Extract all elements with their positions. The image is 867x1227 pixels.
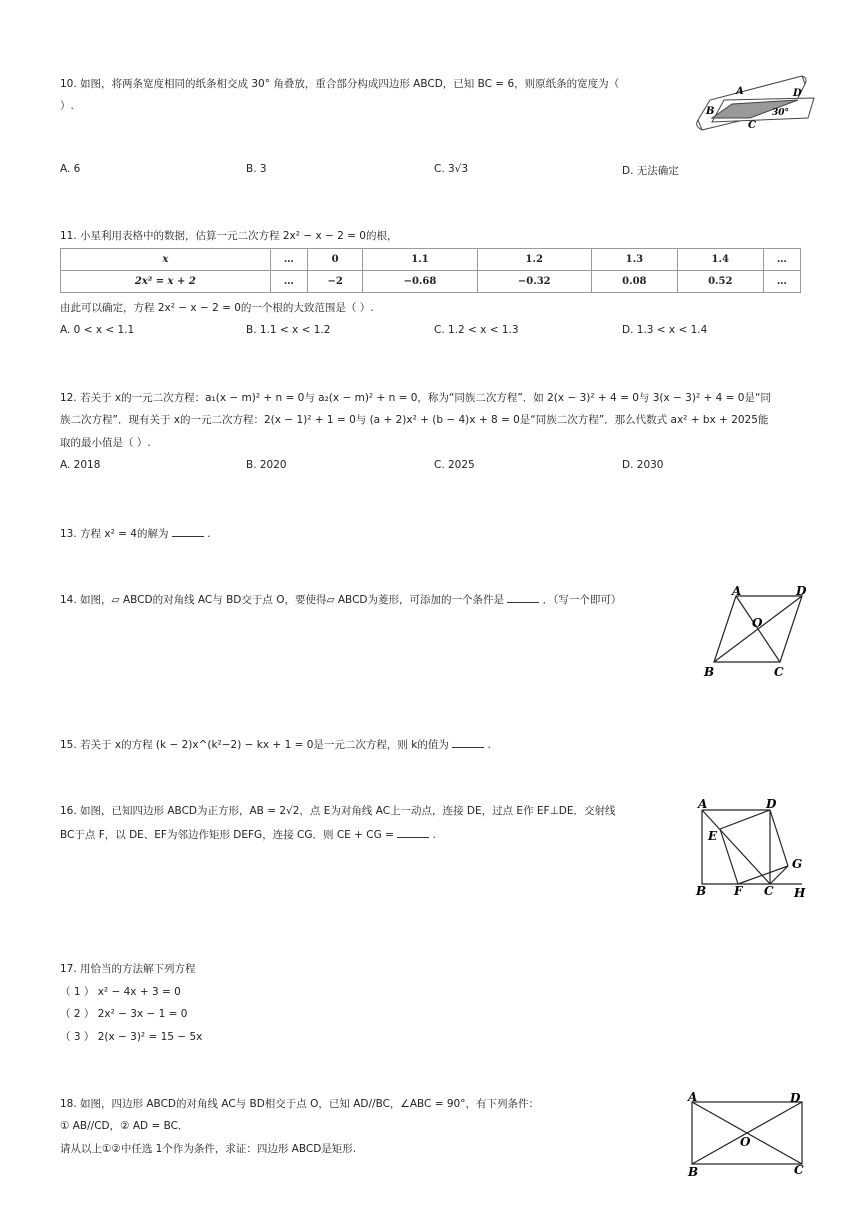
q10-label-a: A bbox=[736, 86, 744, 97]
q18-line-3: 请从以上①②中任选 1个作为条件，求证：四边形 ABCD是矩形. bbox=[60, 1143, 357, 1155]
table-row: x … 0 1.1 1.2 1.3 1.4 … bbox=[61, 249, 801, 271]
q10-stem: 10. 如图，将两条宽度相同的纸条相交成 30° 角叠放，重合部分构成四边形 ABCD，已知 BC = 6，则原纸条的宽度为（ bbox=[60, 78, 620, 90]
q18-figure bbox=[684, 1090, 812, 1180]
q17-item-2: （ 2 ） 2x² − 3x − 1 = 0 bbox=[60, 1008, 188, 1020]
q14-label-o: O bbox=[752, 616, 763, 630]
q10-label-c: C bbox=[748, 120, 756, 131]
q12-option-a[interactable]: A. 2018 bbox=[60, 459, 101, 471]
q16-label-b: B bbox=[696, 884, 707, 898]
answer-blank[interactable] bbox=[507, 592, 539, 603]
q16-label-e: E bbox=[708, 829, 718, 843]
q11-option-a[interactable]: A. 0 < x < 1.1 bbox=[60, 324, 135, 336]
q11-stem: 11. 小星利用表格中的数据，估算一元二次方程 2x² − x − 2 = 0的根， bbox=[60, 230, 398, 242]
q18-label-d: D bbox=[790, 1091, 801, 1105]
q12-line-1: 12. 若关于 x的一元二次方程：a₁(x − m)² + n = 0与 a₂(x − m)² + n = 0，称为“同族二次方程”．如 2(x − 3)² + 4 = 0与 3(x − 3)² + 4 = 0是“同 bbox=[60, 392, 771, 404]
q17-item-1: （ 1 ） x² − 4x + 3 = 0 bbox=[60, 986, 181, 998]
q12-option-d[interactable]: D. 2030 bbox=[622, 459, 664, 471]
q16-figure bbox=[690, 796, 820, 900]
q11-option-b[interactable]: B. 1.1 < x < 1.2 bbox=[246, 324, 331, 336]
q18-label-c: C bbox=[794, 1163, 804, 1177]
q14-figure bbox=[700, 584, 820, 682]
q16-label-g: G bbox=[792, 857, 803, 871]
table-row: 2x² = x + 2 … −2 −0.68 −0.32 0.08 0.52 … bbox=[61, 271, 801, 293]
q14-label-d: D bbox=[796, 584, 807, 598]
answer-blank[interactable] bbox=[397, 827, 429, 838]
answer-blank[interactable] bbox=[452, 737, 484, 748]
q18-label-b: B bbox=[688, 1165, 699, 1179]
q10-option-a[interactable]: A. 6 bbox=[60, 163, 81, 175]
q15-stem: 15. 若关于 x的方程 (k − 2)x^(k²−2) − kx + 1 = 0是一元二次方程，则 k的值为 . bbox=[60, 739, 491, 751]
q10-stem-tail: ）. bbox=[60, 100, 74, 112]
q16-label-h: H bbox=[794, 886, 806, 900]
q16-label-a: A bbox=[698, 797, 708, 811]
q18-label-a: A bbox=[688, 1090, 698, 1104]
q11-option-c[interactable]: C. 1.2 < x < 1.3 bbox=[434, 324, 519, 336]
answer-blank[interactable] bbox=[172, 526, 204, 537]
q10-label-d: D bbox=[793, 88, 802, 99]
q11-value-table bbox=[60, 248, 801, 293]
q10-option-d[interactable]: D. 无法确定 bbox=[622, 165, 679, 177]
q14-stem: 14. 如图，▱ ABCD的对角线 AC与 BD交于点 O，要使得▱ ABCD为菱形，可添加的一个条件是 ．（写一个即可） bbox=[60, 594, 622, 606]
q17-item-3: （ 3 ） 2(x − 3)² = 15 − 5x bbox=[60, 1031, 203, 1043]
q16-line-1: 16. 如图，已知四边形 ABCD为正方形，AB = 2√2，点 E为对角线 AC上一动点，连接 DE，过点 E作 EF⊥DE．交射线 bbox=[60, 805, 616, 817]
q10-label-b: B bbox=[706, 106, 715, 117]
q10-option-b[interactable]: B. 3 bbox=[246, 163, 267, 175]
q14-label-b: B bbox=[704, 665, 715, 679]
q13-stem: 13. 方程 x² = 4的解为 . bbox=[60, 528, 211, 540]
q16-line-2: BC于点 F，以 DE、EF为邻边作矩形 DEFG，连接 CG．则 CE + CG = . bbox=[60, 829, 436, 841]
q14-label-a: A bbox=[732, 584, 742, 598]
q18-line-1: 18. 如图，四边形 ABCD的对角线 AC与 BD相交于点 O，已知 AD//BC，∠ABC = 90°，有下列条件： bbox=[60, 1098, 539, 1110]
q12-line-3: 取的最小值是（ ）. bbox=[60, 437, 151, 449]
q11-option-d[interactable]: D. 1.3 < x < 1.4 bbox=[622, 324, 708, 336]
q16-label-c: C bbox=[764, 884, 774, 898]
q12-option-b[interactable]: B. 2020 bbox=[246, 459, 287, 471]
q10-figure bbox=[690, 70, 820, 146]
q17-title: 17. 用恰当的方法解下列方程 bbox=[60, 963, 196, 975]
q11-after: 由此可以确定，方程 2x² − x − 2 = 0的一个根的大致范围是（ ）. bbox=[60, 302, 374, 314]
q18-label-o: O bbox=[740, 1135, 751, 1149]
q18-line-2: ① AB//CD，② AD = BC． bbox=[60, 1120, 189, 1132]
q14-label-c: C bbox=[774, 665, 784, 679]
q12-line-2: 族二次方程”．现有关于 x的一元二次方程：2(x − 1)² + 1 = 0与 (a + 2)x² + (b − 4)x + 8 = 0是“同族二次方程”．那么代数式 ax² + bx + 2025能 bbox=[60, 414, 769, 426]
q10-label-angle: 30° bbox=[772, 108, 790, 118]
q10-option-c[interactable]: C. 3√3 bbox=[434, 163, 469, 175]
q16-label-d: D bbox=[766, 797, 777, 811]
q16-label-f: F bbox=[734, 884, 743, 898]
q12-option-c[interactable]: C. 2025 bbox=[434, 459, 475, 471]
